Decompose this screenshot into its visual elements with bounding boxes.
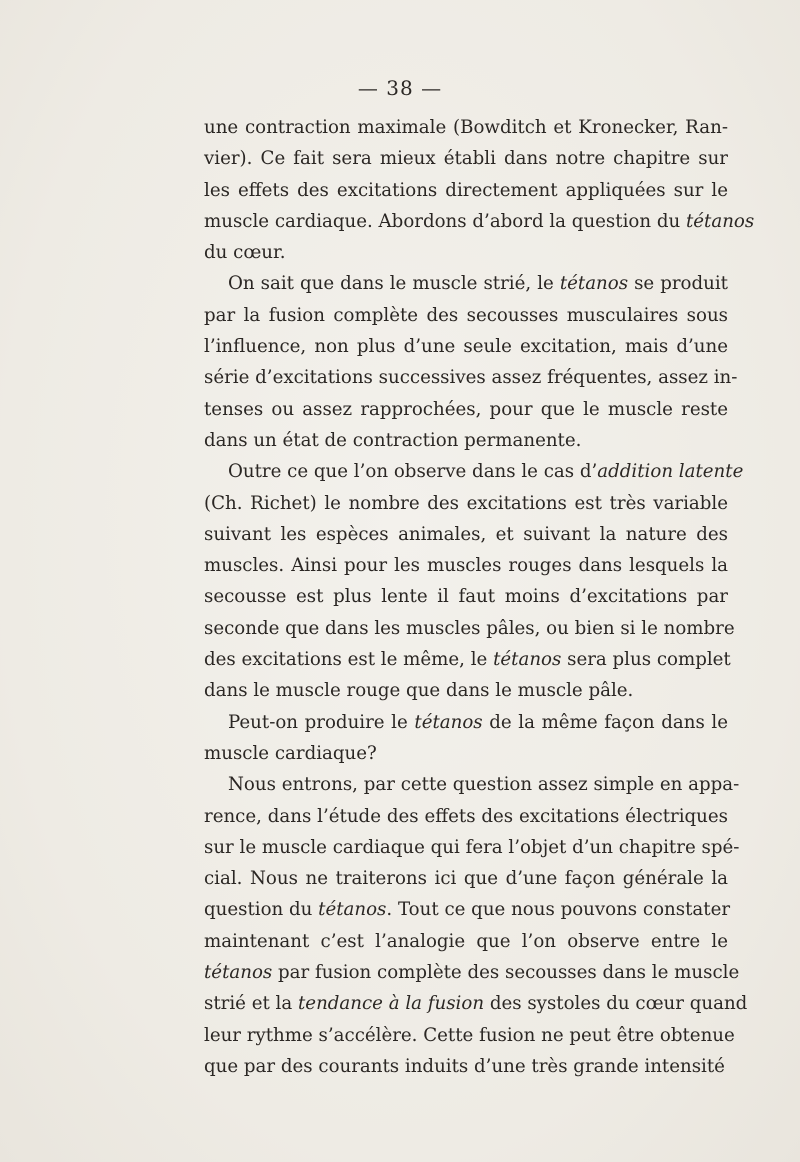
text-line: Nous entrons, par cette question assez simple en appa- (228, 774, 740, 796)
italic-phrase: tétanos (204, 962, 273, 984)
italic-phrase: addition latente (597, 461, 744, 483)
text-line: des excitations est le même, le tétanos sera plus complet (204, 649, 731, 671)
text-line: sur le muscle cardiaque qui fera l’objet d’un chapitre spé- (204, 836, 740, 858)
text-line: seconde que dans les muscles pâles, ou bien si le nombre (204, 617, 735, 639)
paragraph (204, 707, 728, 770)
text-line: l’influence, non plus d’une seule excitation, mais d’une (204, 336, 728, 358)
text-line: secousse est plus lente il faut moins d’excitations par (204, 586, 728, 608)
text-line: une contraction maximale (Bowditch et Kronecker, Ran- (204, 117, 728, 138)
text-line: Peut-on produire le tétanos de la même façon dans le (228, 711, 728, 733)
paragraph (204, 112, 755, 268)
text-line: suivant les espèces animales, et suivant la nature des (204, 523, 728, 545)
italic-phrase: tétanos (559, 273, 629, 295)
italic-phrase: tétanos (685, 210, 755, 232)
text-line: les effets des excitations directement appliquées sur le (204, 179, 728, 201)
paragraph (204, 769, 748, 1082)
paragraph (204, 268, 738, 456)
text-line: dans un état de contraction permanente. (204, 429, 582, 451)
text-line: On sait que dans le muscle strié, le tétanos se produit (228, 273, 728, 295)
text-line: du cœur. (204, 242, 286, 264)
text-line: muscles. Ainsi pour les muscles rouges dans lesquels la (204, 555, 728, 577)
italic-phrase: tétanos (493, 649, 562, 671)
text-line: maintenant c’est l’analogie que l’on observe entre le (204, 930, 728, 952)
text-line: muscle cardiaque. Abordons d’abord la question du tétanos (204, 210, 755, 232)
body-text (204, 112, 755, 1082)
page-number: — 38 — (357, 76, 443, 100)
text-line: Outre ce que l’on observe dans le cas d’addition latente (228, 461, 744, 483)
italic-phrase: tétanos (414, 711, 483, 733)
text-line: leur rythme s’accélère. Cette fusion ne peut être obtenue (204, 1024, 735, 1046)
text-line: vier). Ce fait sera mieux établi dans notre chapitre sur (204, 148, 728, 170)
text-line: par la fusion complète des secousses musculaires sous (204, 304, 728, 326)
text-line: série d’excitations successives assez fréquentes, assez in- (204, 367, 738, 389)
paragraph (204, 456, 744, 706)
text-line: question du tétanos. Tout ce que nous pouvons constater (204, 899, 731, 921)
text-line: (Ch. Richet) le nombre des excitations est très variable (204, 492, 728, 514)
text-line: tétanos par fusion complète des secousses dans le muscle (204, 962, 740, 984)
text-line: tenses ou assez rapprochées, pour que le muscle reste (204, 398, 728, 420)
text-line: cial. Nous ne traiterons ici que d’une façon générale la (204, 868, 728, 890)
text-line: dans le muscle rouge que dans le muscle pâle. (204, 680, 634, 702)
text-line: que par des courants induits d’une très grande intensité (204, 1055, 725, 1077)
text-line: strié et la tendance à la fusion des systoles du cœur quand (204, 993, 748, 1015)
text-line: muscle cardiaque? (204, 742, 377, 764)
italic-phrase: tétanos (318, 899, 387, 921)
italic-phrase: tendance à la fusion (298, 993, 485, 1015)
text-line: rence, dans l’étude des effets des excitations électriques (204, 805, 728, 827)
